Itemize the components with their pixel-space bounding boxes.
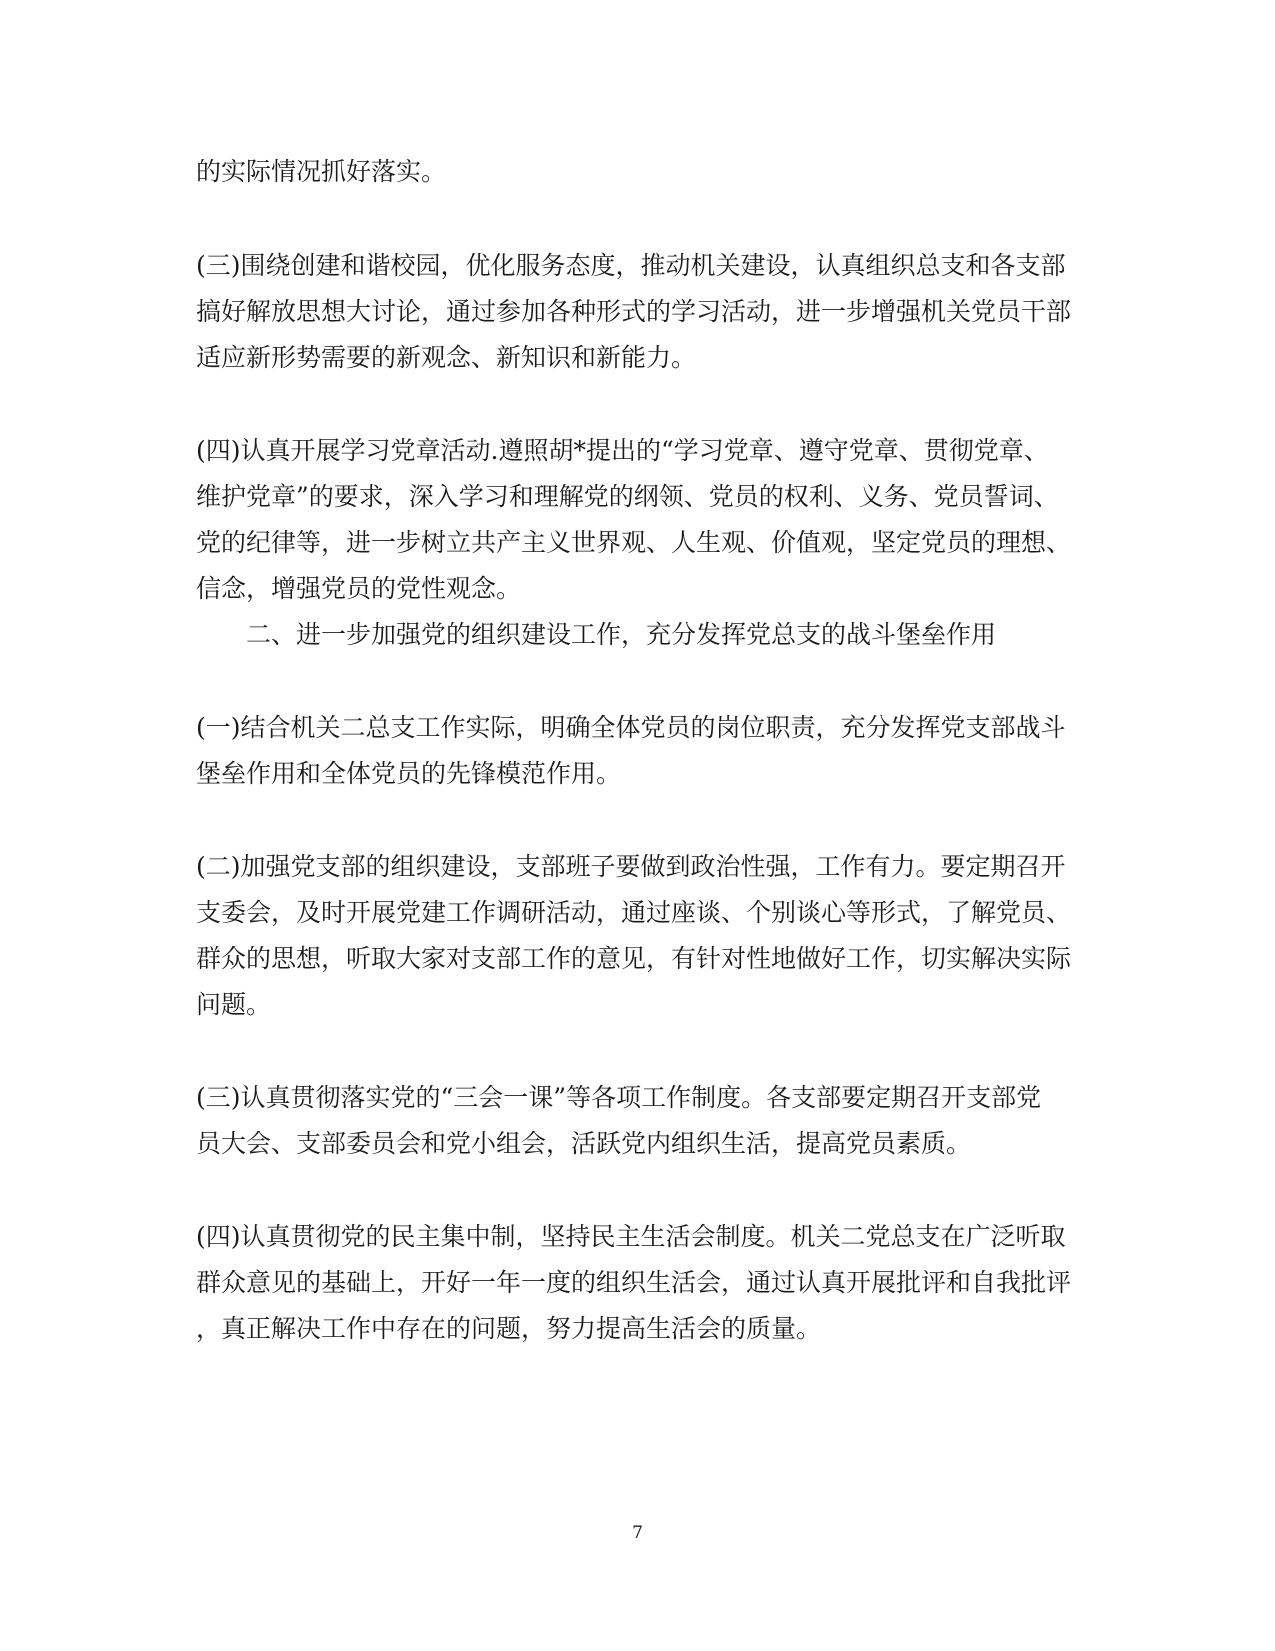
text-line: 堡垒作用和全体党员的先锋模范作用。 bbox=[196, 759, 622, 788]
text-line: 群众的思想，听取大家对支部工作的意见，有针对性地做好工作，切实解决实际 bbox=[196, 944, 1072, 973]
text-line: 搞好解放思想大讨论，通过参加各种形式的学习活动，进一步增强机关党员干部 bbox=[196, 297, 1072, 326]
text-line: (四)认真开展学习党章活动.遵照胡*提出的“学习党章、遵守党章、贯彻党章、 bbox=[196, 436, 1049, 465]
text-line: (四)认真贯彻党的民主集中制，坚持民主生活会制度。机关二党总支在广泛听取 bbox=[196, 1222, 1066, 1251]
text-line: 适应新形势需要的新观念、新知识和新能力。 bbox=[196, 343, 697, 372]
text-line: (三)认真贯彻落实党的“三会一课”等各项工作制度。各支部要定期召开支部党 bbox=[196, 1083, 1042, 1112]
text-line: 维护党章”的要求，深入学习和理解党的纲领、党员的权利、义务、党员誓词、 bbox=[196, 482, 1059, 511]
text-line: 群众意见的基础上，开好一年一度的组织生活会，通过认真开展批评和自我批评 bbox=[196, 1268, 1072, 1297]
section-heading: 二、进一步加强党的组织建设工作，充分发挥党总支的战斗堡垒作用 bbox=[246, 620, 997, 649]
text-line: (三)围绕创建和谐校园，优化服务态度，推动机关建设，认真组织总支和各支部 bbox=[196, 251, 1066, 280]
text-line: 问题。 bbox=[196, 990, 272, 1019]
text-line: 的实际情况抓好落实。 bbox=[196, 157, 447, 186]
text-line: (一)结合机关二总支工作实际，明确全体党员的岗位职责，充分发挥党支部战斗 bbox=[196, 713, 1066, 742]
page-number: 7 bbox=[632, 1523, 643, 1543]
text-line: 员大会、支部委员会和党小组会，活跃党内组织生活，提高党员素质。 bbox=[196, 1129, 972, 1158]
text-line: 信念，增强党员的党性观念。 bbox=[196, 574, 522, 603]
text-line: 支委会，及时开展党建工作调研活动，通过座谈、个别谈心等形式，了解党员、 bbox=[196, 898, 1072, 927]
text-line: ，真正解决工作中存在的问题，努力提高生活会的质量。 bbox=[196, 1314, 822, 1343]
text-line: (二)加强党支部的组织建设，支部班子要做到政治性强，工作有力。要定期召开 bbox=[196, 852, 1066, 881]
text-line: 党的纪律等，进一步树立共产主义世界观、人生观、价值观，坚定党员的理想、 bbox=[196, 528, 1072, 557]
